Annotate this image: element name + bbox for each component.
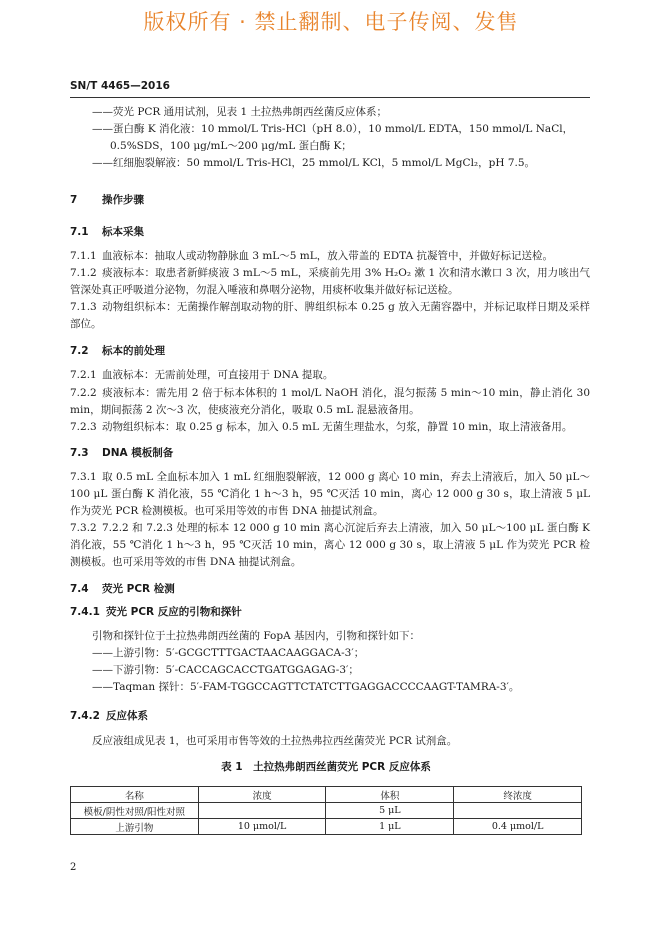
table-row: [71, 819, 582, 835]
subsection-heading: [70, 343, 590, 360]
clause-number: 7.1.2: [70, 267, 97, 279]
clause-text: 血液标本：抽取人或动物静脉血 3 mL～5 mL，放入带盖的 EDTA 抗凝管中，并做好标记送检。: [102, 250, 554, 262]
clause-text: 痰液标本：取患者新鲜痰液 3 mL～5 mL，采痰前先用 3% H₂O₂ 漱 1 次和清水漱口 3 次，用力咳出气管深处真正呼吸道分泌物，勿混入唾液和鼻咽分泌物，用痰杯收集并做好标记送检。: [70, 267, 590, 296]
clause-number: 7.3.2: [70, 522, 97, 534]
subsection-heading: [70, 581, 590, 598]
table-header-cell: 名称: [71, 787, 199, 803]
subsubsection-heading: [70, 604, 590, 621]
reaction-paragraph: [70, 733, 590, 750]
reagent-list: [70, 104, 590, 172]
table-cell: 上游引物: [71, 819, 199, 835]
section-title: 操作步骤: [102, 194, 144, 206]
section-number: 7.2: [70, 345, 89, 357]
clause-text: 痰液标本：需先用 2 倍于标本体积的 1 mol/L NaOH 消化，混匀振荡 5 min～10 min，静止消化 30 min，期间振荡 2 次～3 次，使痰液充分消化，吸取 0.5 mL 混悬液备用。: [70, 387, 590, 416]
header-rule: [70, 97, 590, 98]
section-number: 7: [70, 194, 78, 206]
clause-number: 7.1.1: [70, 250, 97, 262]
table-header-cell: 体积: [326, 787, 454, 803]
section-title: 荧光 PCR 反应的引物和探针: [106, 606, 242, 618]
clause-number: 7.1.3: [70, 301, 97, 313]
clause-text: 血液标本：无需前处理，可直接用于 DNA 提取。: [102, 369, 334, 381]
paragraph-7-1-1: [70, 248, 590, 265]
section-number: 7.1: [70, 226, 89, 238]
clause-number: 7.2.1: [70, 369, 97, 381]
watermark: 版权所有 · 禁止翻制、电子传阅、发售: [143, 10, 519, 34]
table-header-cell: 浓度: [198, 787, 326, 803]
table-cell: 10 μmol/L: [198, 819, 326, 835]
table-header-cell: 终浓度: [454, 787, 582, 803]
reaction-table: [70, 786, 582, 835]
primer-item: ——Taqman 探针：5′-FAM-TGGCCAGTTCTATCTTGAGGACCCCAAGT-TAMRA-3′。: [92, 681, 520, 693]
clause-number: 7.2.3: [70, 421, 97, 433]
paragraph-7-1-2: [70, 265, 590, 299]
paragraph-7-2-1: [70, 367, 590, 384]
primers-block: [70, 628, 590, 696]
reagent-item: ——蛋白酶 K 消化液：10 mmol/L Tris-HCl（pH 8.0），10 mmol/L EDTA，150 mmol/L NaCl，: [92, 123, 574, 135]
paragraph-7-3-1: [70, 469, 590, 520]
subsubsection-heading: [70, 708, 590, 725]
section-title: DNA 模板制备: [102, 447, 174, 459]
section-title: 反应体系: [106, 710, 148, 722]
section-heading: [70, 192, 590, 209]
clause-number: 7.2.2: [70, 387, 97, 399]
clause-text: 取 0.5 mL 全血标本加入 1 mL 红细胞裂解液，12 000 g 离心 10 min，弃去上清液后，加入 50 μL～100 μL 蛋白酶 K 消化液，55 ℃消化 1 h～3 h，95 ℃灭活 10 min，离心 12 000 g 30 s，取上清液 5 μL 作为荧光 PCR 检测模板。也可采用等效的市售 DNA 抽提试剂盒。: [70, 471, 590, 517]
clause-text: 7.2.2 和 7.2.3 处理的标本 12 000 g 10 min 离心沉淀后弃去上清液，加入 50 μL～100 μL 蛋白酶 K 消化液，55 ℃消化 1 h～3 h，95 ℃灭活 10 min，离心 12 000 g 30 s，取上清液 5 μL 作为荧光 PCR 检测模板。也可采用等效的市售 DNA 抽提试剂盒。: [70, 522, 590, 568]
reagent-item-continued: 0.5%SDS，100 μg/mL～200 μg/mL 蛋白酶 K；: [110, 140, 352, 152]
subsection-heading: [70, 224, 590, 241]
section-number: 7.4.1: [70, 606, 100, 618]
section-number: 7.4.2: [70, 710, 100, 722]
reagent-item: ——荧光 PCR 通用试剂，见表 1 土拉热弗朗西丝菌反应体系；: [92, 106, 388, 118]
table-cell: 0.4 μmol/L: [454, 819, 582, 835]
section-number: 7.3: [70, 447, 89, 459]
primer-item: ——上游引物：5′-GCGCTTTGACTAACAAGGACA-3′；: [92, 647, 365, 659]
section-number: 7.4: [70, 583, 89, 595]
paragraph-7-3-2: [70, 520, 590, 571]
reagent-item: ——红细胞裂解液：50 mmol/L Tris-HCl，25 mmol/L KCl，5 mmol/L MgCl₂，pH 7.5。: [92, 157, 536, 169]
reaction-text: 反应液组成见表 1，也可采用市售等效的土拉热弗拉西丝菌荧光 PCR 试剂盒。: [92, 735, 458, 747]
clause-text: 动物组织标本：无菌操作解剖取动物的肝、脾组织标本 0.25 g 放入无菌容器中，并标记取样日期及采样部位。: [70, 301, 590, 330]
subsection-heading: [70, 445, 590, 462]
table-cell: [454, 803, 582, 819]
standard-number: SN/T 4465—2016: [70, 80, 170, 92]
section-title: 标本采集: [102, 226, 144, 238]
table-cell: [198, 803, 326, 819]
table-caption: 表 1 土拉热弗朗西丝菌荧光 PCR 反应体系: [221, 761, 431, 773]
paragraph-7-1-3: [70, 299, 590, 333]
paragraph-7-2-2: [70, 385, 590, 419]
table-cell: 1 μL: [326, 819, 454, 835]
section-title: 荧光 PCR 检测: [102, 583, 175, 595]
page-number: 2: [70, 862, 77, 873]
table-cell: 5 μL: [326, 803, 454, 819]
clause-text: 动物组织标本：取 0.25 g 标本，加入 0.5 mL 无菌生理盐水，匀浆，静置 10 min，取上清液备用。: [102, 421, 573, 433]
primer-item: ——下游引物：5′-CACCAGCACCTGATGGAGAG-3′；: [92, 664, 359, 676]
section-title: 标本的前处理: [102, 345, 165, 357]
clause-number: 7.3.1: [70, 471, 97, 483]
table-cell: 模板/阴性对照/阳性对照: [71, 803, 199, 819]
table-header-row: [71, 787, 582, 803]
table-row: [71, 803, 582, 819]
paragraph-7-2-3: [70, 419, 590, 436]
primers-intro: 引物和探针位于土拉热弗朗西丝菌的 FopA 基因内，引物和探针如下：: [92, 630, 421, 642]
